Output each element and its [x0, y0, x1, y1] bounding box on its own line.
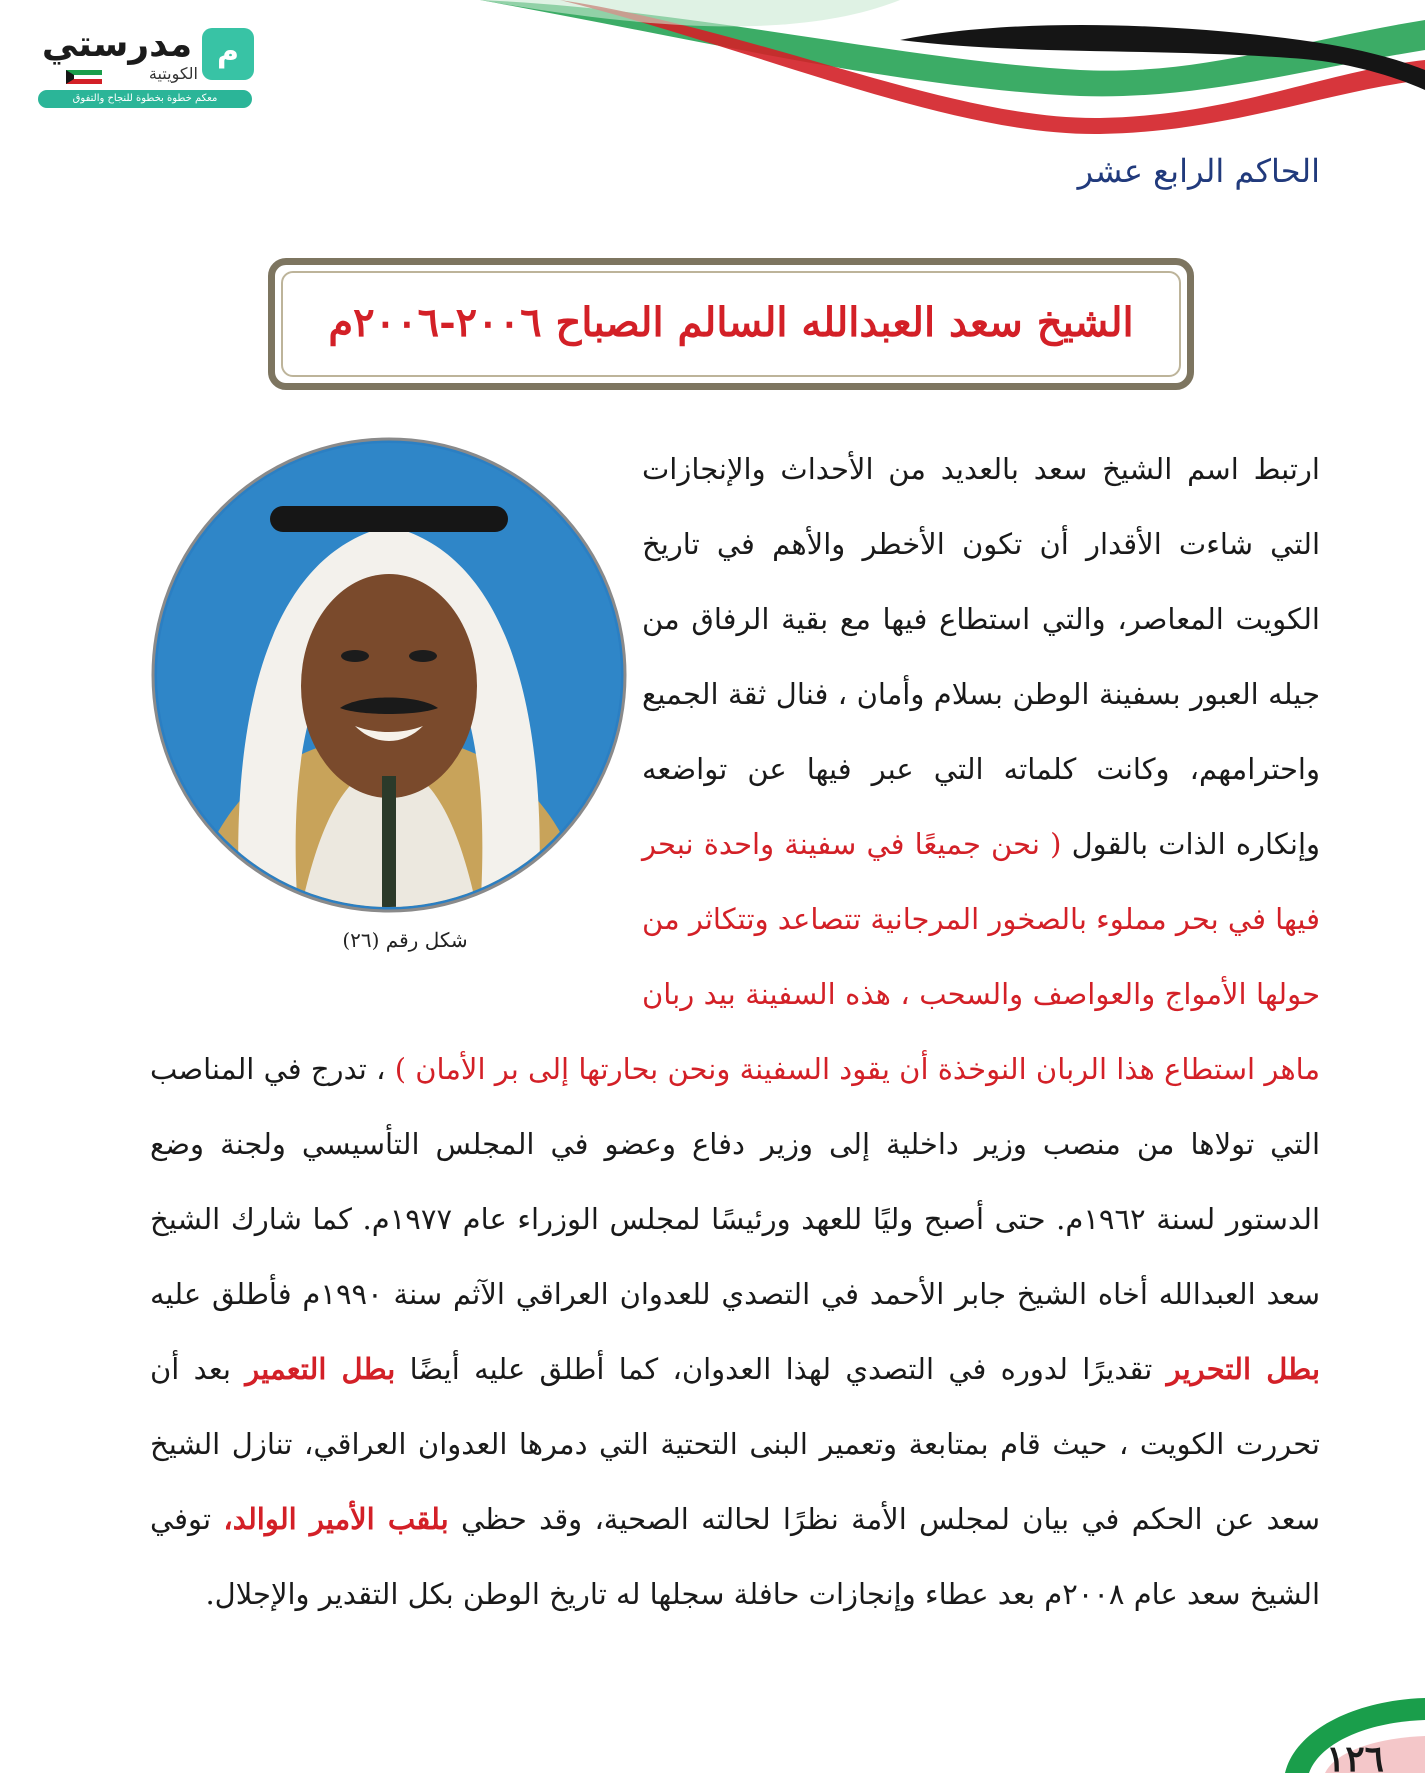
body-text-part-1: ارتبط اسم الشيخ سعد بالعديد من الأحداث والإنجازات التي شاءت الأقدار أن تكون الأخطر والأهم في تاريخ الكويت المعاصر، والتي استطاع فيها مع بقية الرفاق من جيله العبور بسفينة الوطن بسلام وأمان ، فنال ثقة الجميع واحترامهم، وكانت كلماته التي عبر فيها عن تواضعه وإنكاره الذات بالقول — [642, 452, 1321, 861]
logo-subtitle: الكويتية — [148, 64, 198, 83]
logo-badge-icon — [202, 28, 254, 80]
kuwait-flag-icon — [66, 70, 102, 84]
title-father-emir: بلقب الأمير الوالد، — [223, 1502, 449, 1536]
portrait-spacer — [150, 432, 642, 987]
body-text-part-5: توفي الشيخ سعد عام ٢٠٠٨م بعد عطاء وإنجازات حافلة سجلها له تاريخ الوطن بكل التقدير والإجلال. — [150, 1502, 1320, 1611]
page-title: الشيخ سعد العبدالله السالم الصباح ٢٠٠٦-٢٠٠٦م — [328, 299, 1134, 346]
logo-name: مدرستي — [41, 24, 193, 65]
body-text-part-2: ، تدرج في المناصب التي تولاها من منصب وزير داخلية إلى وزير دفاع وعضو في المجلس التأسيسي ولجنة وضع الدستور لسنة ١٩٦٢م. حتى أصبح وليًا للعهد ورئيسًا لمجلس الوزراء عام ١٩٧٧م. كما شارك الشيخ سعد العبدالله أخاه الشيخ جابر الأحمد في التصدي للعدوان العراقي الآثم سنة ١٩٩٠م فأطلق عليه — [150, 1052, 1321, 1311]
body-paragraph — [150, 432, 1320, 1632]
title-frame — [268, 258, 1194, 390]
logo-tagline: معكم خطوة بخطوة للنجاح والتفوق — [38, 90, 252, 108]
section-title: الحاكم الرابع عشر — [1077, 152, 1320, 190]
site-logo[interactable] — [38, 24, 258, 110]
page-number: ١٢٦ — [1325, 1738, 1384, 1780]
title-liberation-hero: بطل التحرير — [1166, 1352, 1321, 1386]
quote-text: ( نحن جميعًا في سفينة واحدة نبحر فيها في بحر مملوء بالصخور المرجانية تتصاعد وتتكاثر من حولها الأمواج والعواصف والسحب ، هذه السفينة بيد ربان ماهر استطاع هذا الربان النوخذة أن يقود السفينة ونحن بحارتها إلى بر الأمان ) — [394, 827, 1320, 1086]
ribbon-light-wash — [480, 0, 900, 26]
logo-badge-letter: م — [217, 34, 239, 69]
body-text-part-4: بعد أن تحررت الكويت ، حيث قام بمتابعة وتعمير البنى التحتية التي دمرها العدوان العراقي، تنازل الشيخ سعد عن الحكم في بيان لمجلس الأمة نظرًا لحالته الصحية، وقد حظي — [150, 1352, 1321, 1536]
title-reconstruction-hero: بطل التعمير — [245, 1352, 396, 1386]
figure-caption: شكل رقم (٢٦) — [342, 928, 468, 952]
body-text-part-3: تقديرًا لدوره في التصدي لهذا العدوان، كما أطلق عليه أيضًا — [409, 1352, 1153, 1386]
